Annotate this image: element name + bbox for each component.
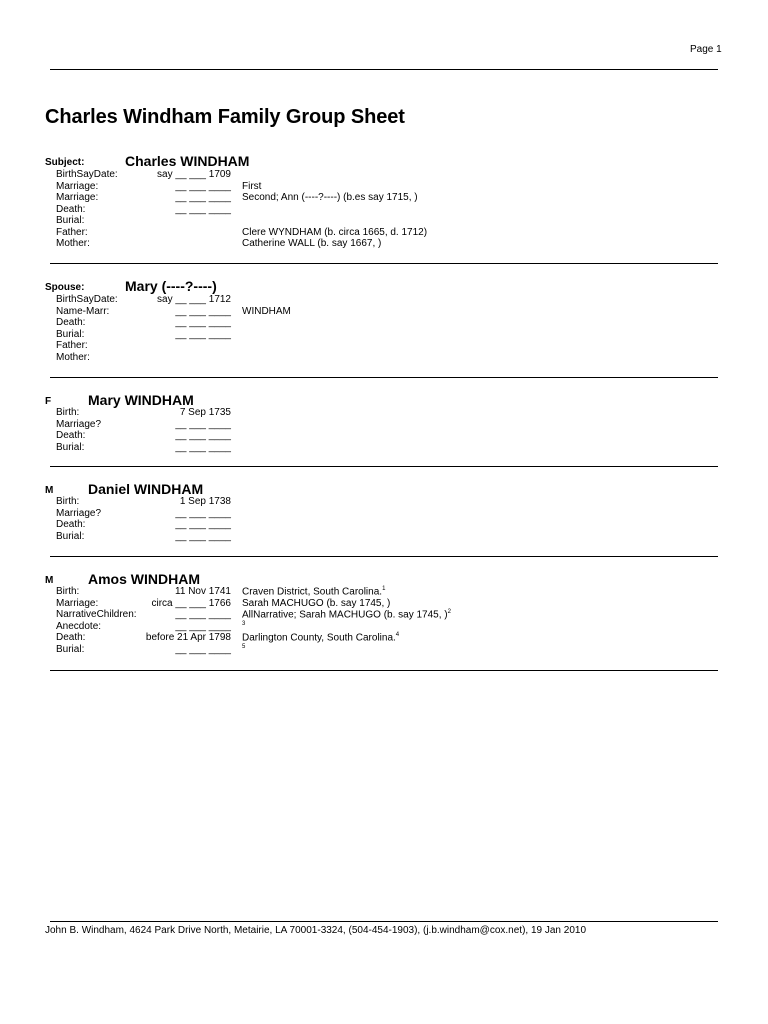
spouse-fact-date: __ ___ ____ [175, 317, 231, 328]
footer-text: John B. Windham, 4624 Park Drive North, Metairie, LA 70001-3324, (504-454-1903), (j.b.windham@cox.net), 19 Jan 2010 [45, 925, 587, 936]
spouse-fact-date: say __ ___ 1712 [157, 294, 231, 305]
subject-fact-label: Marriage: [56, 180, 99, 192]
spouse-fact-label: Name-Marr: [56, 305, 110, 317]
section-divider [50, 466, 718, 467]
child-fact-label: NarrativeChildren: [56, 609, 137, 620]
child-fact-value [242, 644, 245, 655]
subject-fact-label: Mother: [56, 238, 90, 249]
child-fact-date: __ ___ ____ [175, 609, 231, 620]
spouse-fact-date: __ ___ ____ [175, 305, 231, 317]
child-fact-date: 11 Nov 1741 [175, 586, 231, 597]
footnote-marker: 2 [447, 609, 451, 615]
child-fact-label: Marriage? [56, 507, 102, 519]
spouse-role-label: Spouse: [45, 282, 85, 293]
subject-fact-date: say __ ___ 1709 [157, 169, 231, 180]
child-fact-label: Birth: [56, 496, 80, 507]
footer-rule [50, 921, 718, 922]
child-sex-label: M [45, 575, 54, 586]
spouse-fact-label: Burial: [56, 328, 85, 340]
section-divider [50, 377, 718, 378]
subject-fact-date: __ ___ ____ [175, 192, 231, 203]
header-rule [50, 69, 718, 70]
child-fact-date: __ ___ ____ [175, 530, 231, 542]
child-fact-date: __ ___ ____ [175, 507, 231, 519]
child-fact-label: Birth: [56, 586, 80, 597]
child-fact-date: __ ___ ____ [175, 519, 231, 530]
child-fact-value: Craven District, South Carolina.$^1$ [242, 586, 386, 598]
subject-fact-label: Death: [56, 203, 86, 215]
child-fact-value: Sarah MACHUGO (b. say 1745, ) [242, 597, 391, 609]
subject-role-label: Subject: [45, 157, 85, 168]
subject-fact-value: Clere WYNDHAM (b. circa 1665, d. 1712) [242, 226, 428, 238]
footnote-marker: 3 [242, 620, 246, 627]
page-title: Charles Windham Family Group Sheet [45, 106, 405, 128]
spouse-fact-value: WINDHAM [242, 305, 291, 317]
subject-fact-value: Second; Ann (----?----) (b.es say 1715, ) [242, 192, 418, 203]
spouse-fact-label: Death: [56, 317, 86, 328]
subject-fact-date: __ ___ ____ [175, 203, 231, 215]
spouse-fact-label: BirthSayDate: [56, 294, 118, 305]
child-fact-label: Burial: [56, 643, 85, 655]
subject-fact-label: BirthSayDate: [56, 169, 118, 180]
subject-fact-value: First [242, 180, 262, 192]
child-fact-date: 7 Sep 1735 [179, 407, 231, 418]
child-fact-label: Burial: [56, 441, 85, 453]
child-fact-value: AllNarrative; Sarah MACHUGO (b. say 1745, )$^2$ [242, 609, 451, 621]
child-fact-date: __ ___ ____ [175, 643, 231, 655]
spouse-fact-date: __ ___ ____ [175, 328, 231, 340]
subject-name: Charles WINDHAM [125, 153, 250, 169]
child-name: Amos WINDHAM [88, 571, 200, 587]
spouse-fact-label: Mother: [56, 351, 90, 363]
spouse-name: Mary (----?----) [125, 278, 217, 294]
child-fact-date: 1 Sep 1738 [179, 496, 231, 507]
child-fact-value [242, 621, 245, 632]
page-number: Page 1 [690, 44, 722, 55]
section-divider [50, 263, 718, 264]
child-fact-date: __ ___ ____ [175, 620, 231, 632]
subject-fact-date: __ ___ ____ [175, 180, 231, 192]
child-fact-date: before 21 Apr 1798 [145, 632, 231, 643]
footnote-marker: 5 [242, 643, 246, 650]
child-sex-label: M [45, 485, 54, 496]
child-fact-date: circa __ ___ 1766 [151, 597, 231, 609]
child-fact-label: Marriage? [56, 418, 102, 430]
child-fact-label: Death: [56, 632, 86, 643]
child-fact-label: Death: [56, 430, 86, 441]
section-divider [50, 670, 718, 671]
subject-fact-value: Catherine WALL (b. say 1667, ) [242, 238, 382, 249]
child-fact-date: __ ___ ____ [175, 418, 231, 430]
section-divider [50, 556, 718, 557]
spouse-fact-label: Father: [56, 340, 88, 351]
subject-fact-label: Burial: [56, 215, 85, 226]
child-name: Mary WINDHAM [88, 392, 194, 408]
subject-fact-label: Father: [56, 226, 88, 238]
child-fact-label: Marriage: [56, 597, 99, 609]
footnote-marker: 4 [395, 632, 400, 638]
subject-fact-label: Marriage: [56, 192, 99, 203]
child-fact-date: __ ___ ____ [175, 430, 231, 441]
footnote-marker: 1 [382, 586, 386, 592]
child-name: Daniel WINDHAM [88, 481, 204, 497]
child-fact-label: Anecdote: [56, 620, 102, 632]
child-fact-label: Burial: [56, 530, 85, 542]
child-fact-label: Death: [56, 519, 86, 530]
child-sex-label: F [45, 396, 52, 407]
child-fact-label: Birth: [56, 407, 80, 418]
child-fact-value: Darlington County, South Carolina.$^4$ [242, 632, 400, 644]
child-fact-date: __ ___ ____ [175, 441, 231, 453]
